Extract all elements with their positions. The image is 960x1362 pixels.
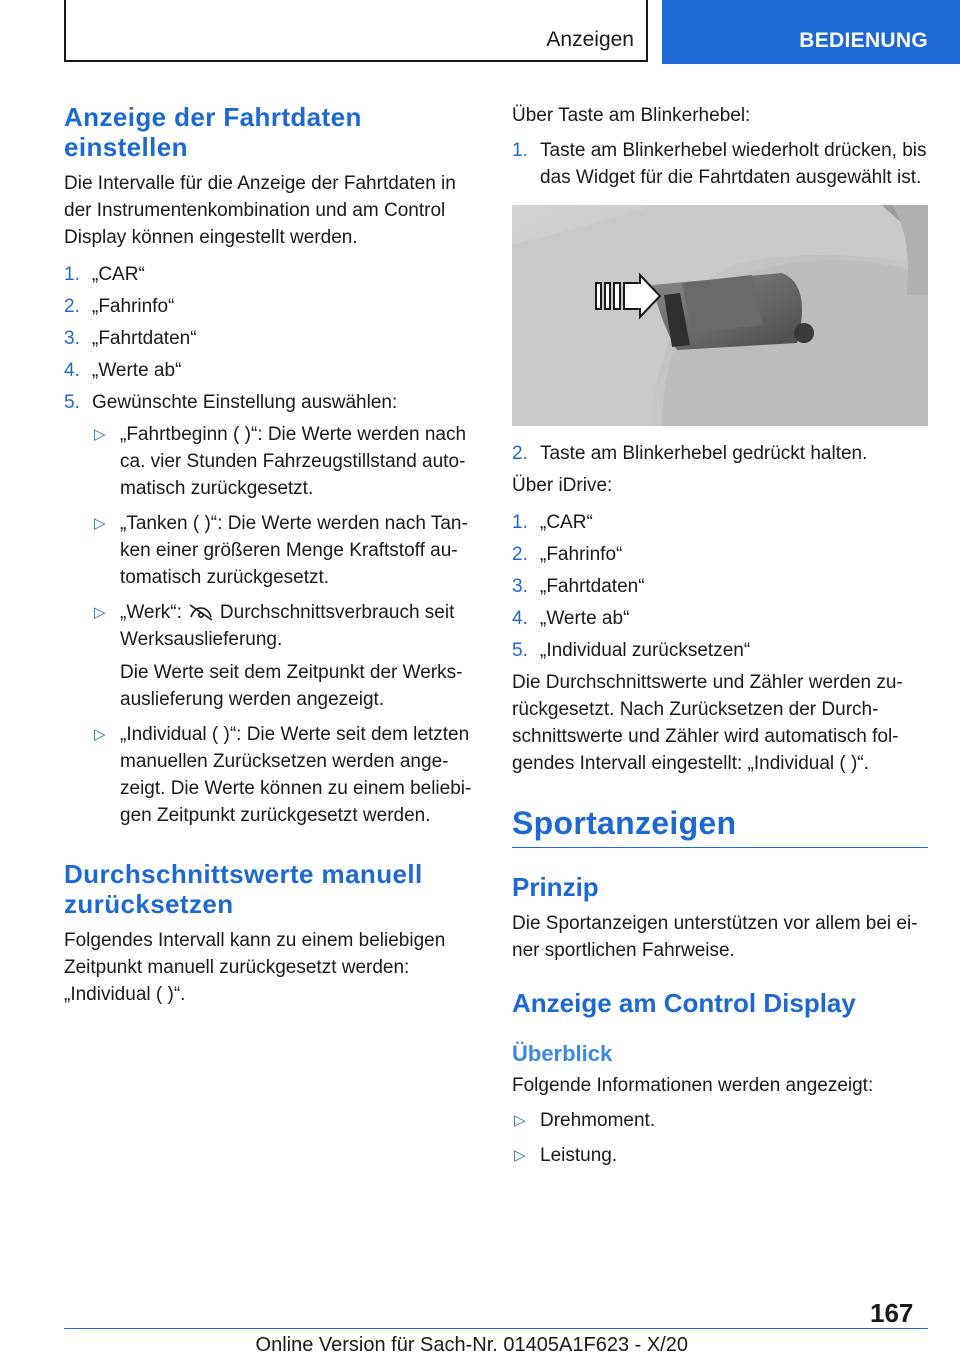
- list-item: ▷ Drehmoment.: [512, 1107, 928, 1134]
- principle-paragraph: Die Sportanzeigen unterstützen vor allem bei einer sportlichen Fahrweise.: [512, 913, 918, 961]
- triangle-bullet-icon: ▷: [94, 726, 106, 743]
- list-item: 2. „Fahrinfo“: [512, 544, 623, 565]
- idrive-step-list: [512, 509, 928, 664]
- triangle-bullet-icon: ▷: [94, 426, 106, 443]
- interval-option-list: [92, 421, 476, 829]
- list-item: 1. „CAR“: [512, 512, 593, 533]
- intro-paragraph: Die Intervalle für die Anzeige der Fahrtdaten in der Instrumentenkombination und am Control Display können eingestellt werden.: [64, 173, 456, 248]
- overview-paragraph: Folgende Informationen werden angezeigt:: [512, 1075, 874, 1096]
- triangle-bullet-icon: ▷: [514, 1112, 526, 1129]
- turn-signal-lever-photo: [512, 205, 928, 426]
- list-item: 3. „Fahrtdaten“: [64, 328, 197, 349]
- section-heading-ueberblick: Überblick: [512, 1041, 613, 1066]
- section-heading-fahrtdaten: Anzeige der Fahrtdaten einstellen: [64, 102, 362, 162]
- left-column: [64, 102, 476, 1008]
- idrive-result-paragraph: Die Durchschnittswerte und Zähler werden zurückgesetzt. Nach Zurücksetzen der Durchschnittswerte und Zähler wird automatisch folgendes Intervall eingestellt: „Individual ( )“.: [512, 672, 903, 774]
- header-section-title: Anzeigen: [546, 28, 634, 51]
- reset-paragraph: Folgendes Intervall kann zu einem beliebigen Zeitpunkt manuell zurückgesetzt werden: „Individual ( )“.: [64, 930, 446, 1005]
- section-heading-reset: Durchschnittswerte manuell zurücksetzen: [64, 859, 423, 919]
- list-item: ▷ Leistung.: [512, 1142, 928, 1169]
- list-item: 3. „Fahrtdaten“: [512, 576, 645, 597]
- fuel-pump-slash-icon: [186, 603, 216, 621]
- list-item: ▷ „Fahrtbeginn ( )“: Die Werte werden nach ca. vier Stunden Fahrzeugstillstand automatisch zurückgesetzt.: [92, 421, 476, 502]
- lever-illustration: [512, 205, 928, 426]
- chapter-heading-sportanzeigen: Sportanzeigen: [512, 805, 737, 841]
- list-item: 2. „Fahrinfo“: [64, 296, 175, 317]
- list-item: 4. „Werte ab“: [64, 360, 182, 381]
- header-chapter-title: BEDIENUNG: [799, 29, 928, 52]
- footer-online-version: Online Version für Sach-Nr. 01405A1F623 - X/20: [255, 1334, 688, 1356]
- triangle-bullet-icon: ▷: [94, 515, 106, 532]
- lever-step-list: [512, 137, 928, 191]
- header-chapter-tab: [662, 0, 960, 64]
- header-section-tab: [64, 0, 648, 62]
- list-item: 1. „CAR“: [64, 264, 145, 285]
- list-item: 1. Taste am Blinkerhebel wiederholt drücken, bis das Widget für die Fahrtdaten ausgewählt ist.: [512, 140, 927, 188]
- list-item: 5. „Individual zurücksetzen“: [512, 640, 751, 661]
- idrive-intro: Über iDrive:: [512, 475, 613, 496]
- page-number: 167: [870, 1298, 914, 1328]
- footer-divider: [64, 1328, 928, 1329]
- lever-step-list-2: [512, 440, 928, 467]
- chapter-divider: [512, 847, 928, 848]
- list-item: 5. Gewünschte Einstellung auswählen:: [64, 392, 398, 413]
- list-item: 4. „Werte ab“: [512, 608, 630, 629]
- section-heading-prinzip: Prinzip: [512, 872, 599, 902]
- overview-list: [512, 1107, 928, 1169]
- list-item: ▷ „Individual ( )“: Die Werte seit dem letzten manuellen Zurücksetzen werden angezeigt. Die Werte können zu einem beliebigen Zeitpunkt zurückgesetzt werden.: [92, 721, 476, 829]
- list-item: 2. Taste am Blinkerhebel gedrückt halten.: [512, 443, 868, 464]
- settings-step-list: [64, 261, 476, 416]
- triangle-bullet-icon: ▷: [94, 604, 106, 621]
- lever-intro: Über Taste am Blinkerhebel:: [512, 105, 751, 126]
- right-column: [512, 102, 928, 1177]
- list-item: ▷ „Werk“: Durchschnittsverbrauch seit Werksauslieferung. Die Werte seit dem Zeitpunkt der Werksauslieferung werden angezeigt.: [92, 599, 476, 713]
- list-item: ▷ „Tanken ( )“: Die Werte werden nach Tanken einer größeren Menge Kraftstoff automatisch zurückgesetzt.: [92, 510, 476, 591]
- section-heading-control-display: Anzeige am Control Display: [512, 988, 856, 1018]
- triangle-bullet-icon: ▷: [514, 1147, 526, 1164]
